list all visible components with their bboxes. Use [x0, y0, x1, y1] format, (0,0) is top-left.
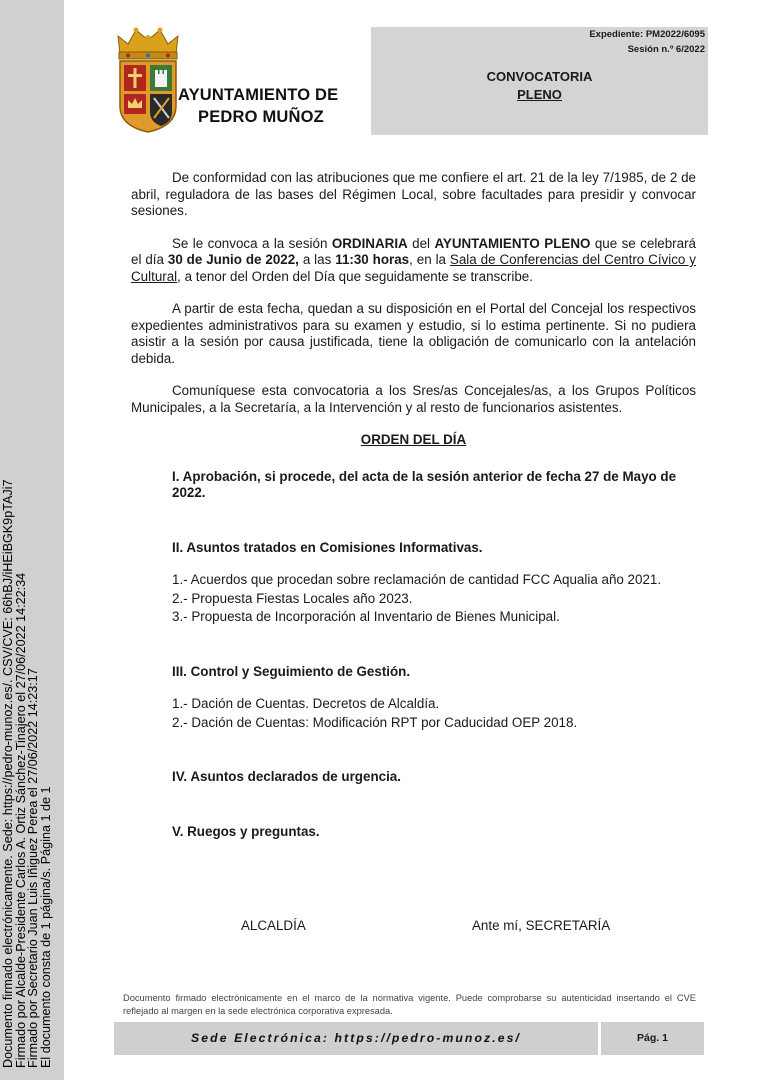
document-title	[371, 68, 708, 104]
sidebar-line-csv: Documento firmado electrónicamente. Sede: https://pedro-munoz.es/. CSV/CVE: 66hBJ/iHEiBGK9pTAJi7	[1, 479, 15, 1068]
footer-sede-link[interactable]: Sede Electrónica: https://pedro-munoz.es/	[114, 1022, 598, 1055]
municipality-name-line2: PEDRO MUÑOZ	[198, 108, 324, 126]
footer-page-number: Pág. 1	[601, 1022, 704, 1055]
paragraph-communication: Comuníquese esta convocatoria a los Sres/as Concejales/as, a los Grupos Políticos Municipales, a la Secretaría, a la Intervención y al resto de funcionarios asistentes.	[131, 383, 696, 415]
agenda-item: 1.- Acuerdos que procedan sobre reclamación de cantidad FCC Aqualia año 2021.	[172, 572, 662, 587]
municipality-name-line1: AYUNTAMIENTO DE	[178, 86, 339, 104]
session-type: ORDINARIA	[331, 235, 408, 251]
text: , en la	[409, 252, 450, 267]
agenda-title: ORDEN DEL DÍA	[360, 432, 467, 447]
document-body	[131, 170, 696, 840]
agenda-item: 2.- Dación de Cuentas: Modificación RPT por Caducidad OEP 2018.	[172, 714, 578, 730]
paragraph-convocation	[131, 236, 696, 286]
sidebar-line-pages: El documento consta de 1 página/s. Página 1 de 1	[38, 786, 53, 1068]
agenda-section-3: III. Control y Seguimiento de Gestión.	[172, 663, 411, 679]
session-location: Sala de Conferencias del Centro Cívico y Cultural	[131, 252, 696, 284]
text: del	[407, 235, 435, 251]
text: que se celebrará el día	[131, 235, 696, 267]
agenda-section-4: IV. Asuntos declarados de urgencia.	[172, 769, 401, 784]
document-header-box	[371, 27, 708, 135]
paragraph-availability: A partir de esta fecha, quedan a su disposición en el Portal del Concejal los respectivos expedientes administrativos para su examen y estudio, si lo estima pertinente. Si no pudiera asistir a la sesión por causa justificada, tiene la obligación de comunicarlo con la antelación debida.	[131, 301, 696, 366]
agenda-item: 2.- Propuesta Fiestas Locales año 2023.	[172, 590, 413, 606]
sidebar-line-secretario: Firmado por Secretario Juan Luis Iñiguez Perea el 27/06/2022 14:23:17	[26, 668, 41, 1068]
sidebar-line-alcalde: Firmado por Alcalde-Presidente Carlos A. Ortiz Sánchez-Tinajero el 27/06/2022 14:22:34	[13, 572, 28, 1068]
sidebar-signature-text	[2, 448, 52, 1068]
paragraph-attributions: De conformidad con las atribuciones que me confiere el art. 21 de la ley 7/1985, de 2 de abril, reguladora de las bases del Régimen Local, sobre facultades para presidir y convocar sesiones.	[131, 170, 696, 218]
document-title-line1: CONVOCATORIA	[486, 69, 593, 84]
agenda-section-5: V. Ruegos y preguntas.	[172, 823, 320, 839]
signature-secretary: Ante mí, SECRETARÍA	[472, 918, 611, 933]
agenda-item: 3.- Propuesta de Incorporación al Inventario de Bienes Municipal.	[172, 609, 560, 624]
expediente-number: Expediente: PM2022/6095	[589, 29, 705, 40]
coat-of-arms-icon	[114, 24, 182, 136]
session-time: 11:30 horas	[335, 252, 410, 267]
agenda-item: 1.- Dación de Cuentas. Decretos de Alcaldía.	[172, 696, 440, 711]
signature-mayor: ALCALDÍA	[241, 918, 306, 933]
municipality-name	[178, 84, 338, 128]
footer-legal-note: Documento firmado electrónicamente en el marco de la normativa vigente. Puede comprobarse su autenticidad insertando el CVE reflejado al margen en la sede electrónica corporativa expresada.	[123, 993, 696, 1016]
body-name: AYUNTAMIENTO PLENO	[434, 235, 591, 251]
text: Se le convoca a la sesión	[172, 235, 332, 251]
agenda-section-2: II. Asuntos tratados en Comisiones Informativas.	[172, 539, 483, 555]
agenda-section-1: I. Aprobación, si procede, del acta de la sesión anterior de fecha 27 de Mayo de 2022.	[172, 468, 677, 500]
text: , a tenor del Orden del Día que seguidamente se transcribe.	[177, 268, 533, 284]
text: a las	[298, 252, 336, 267]
session-date: 30 de Junio de 2022,	[167, 252, 299, 267]
signature-sidebar	[0, 0, 64, 1080]
document-title-line2: PLENO	[517, 87, 562, 102]
session-number: Sesión n.º 6/2022	[627, 44, 705, 55]
